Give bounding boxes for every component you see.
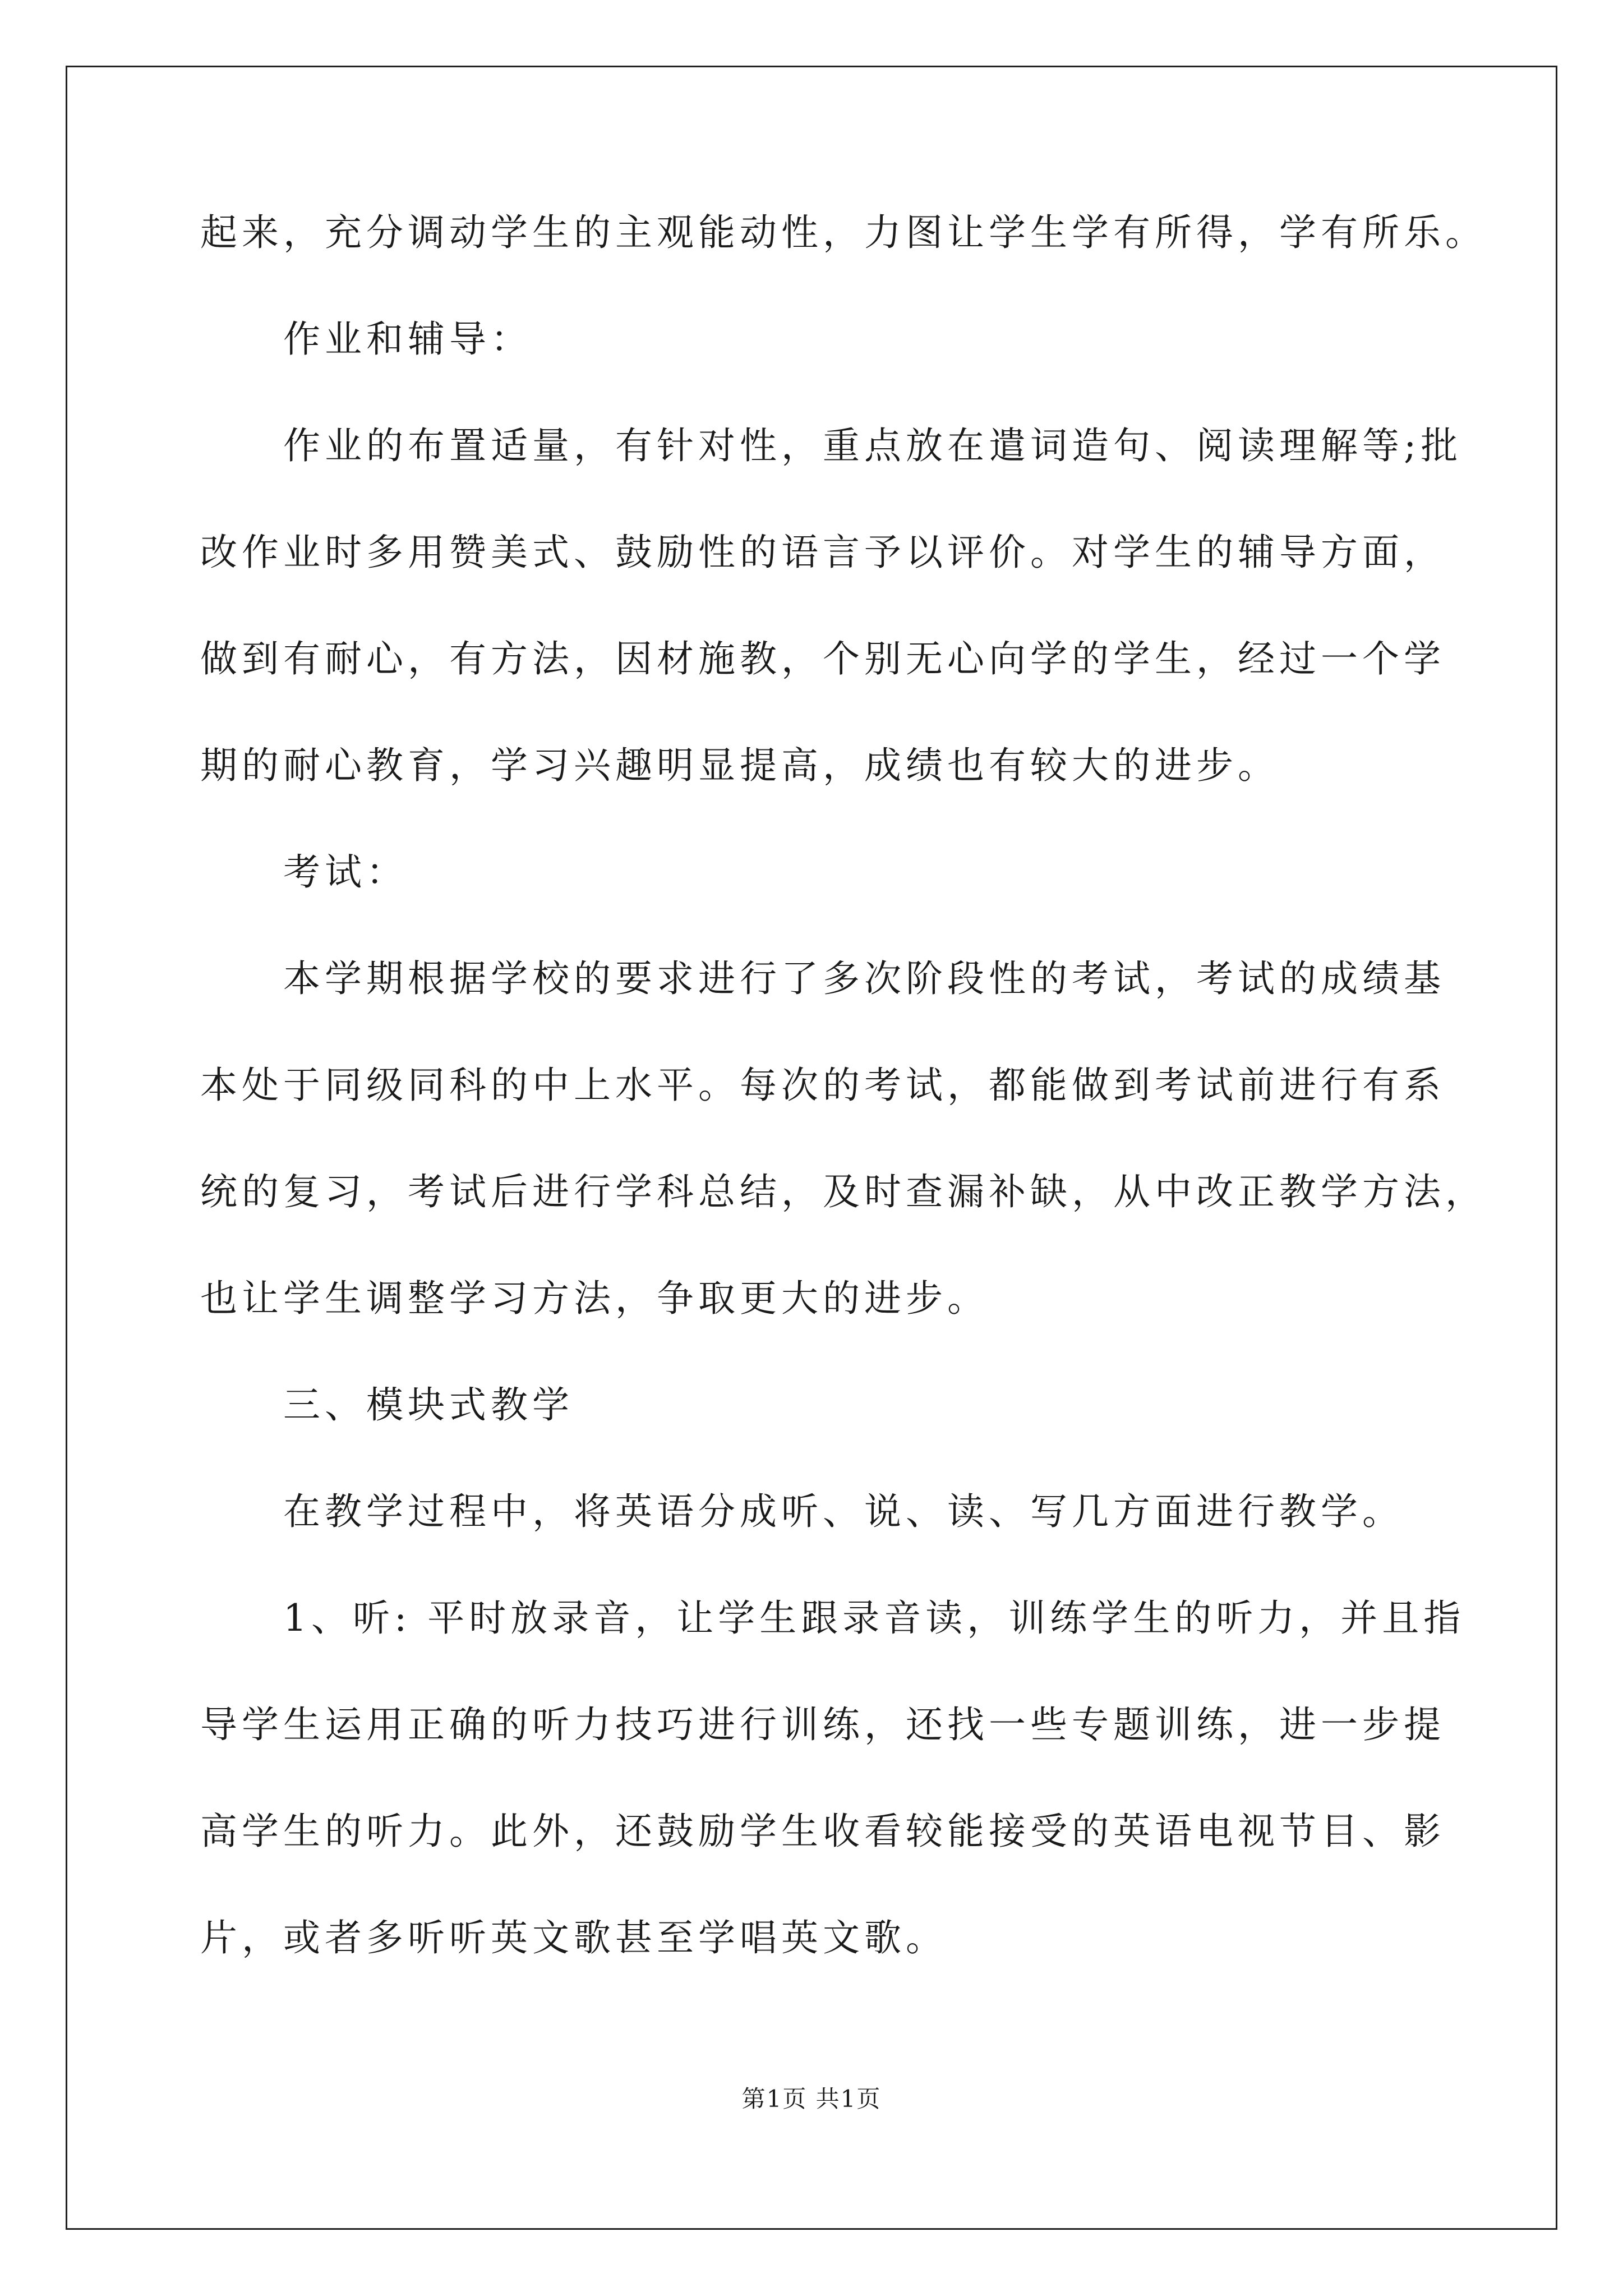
paragraph-line: 高学生的听力。此外，还鼓励学生收看较能接受的英语电视节目、影 — [200, 1810, 1445, 1853]
paragraph-line: 本学期根据学校的要求进行了多次阶段性的考试，考试的成绩基 — [283, 957, 1445, 1000]
paragraph-line: 也让学生调整学习方法，争取更大的进步。 — [200, 1277, 989, 1320]
paragraph-line: 改作业时多用赞美式、鼓励性的语言予以评价。对学生的辅导方面， — [200, 531, 1445, 574]
paragraph-line: 本处于同级同科的中上水平。每次的考试，都能做到考试前进行有系 — [200, 1064, 1445, 1107]
paragraph-line: 做到有耐心，有方法，因材施教，个别无心向学的学生，经过一个学 — [200, 637, 1445, 680]
page-border — [66, 66, 1557, 2230]
section-heading-homework: 作业和辅导： — [283, 318, 532, 361]
paragraph-line: 导学生运用正确的听力技巧进行训练，还找一些专题训练，进一步提 — [200, 1703, 1445, 1746]
section-heading-exam: 考试： — [283, 850, 408, 894]
paragraph-line: 作业的布置适量，有针对性，重点放在遣词造句、阅读理解等;批 — [283, 424, 1463, 467]
paragraph-line: 片，或者多听听英文歌甚至学唱英文歌。 — [200, 1916, 947, 1959]
paragraph-line: 统的复习，考试后进行学科总结，及时查漏补缺，从中改正教学方法， — [200, 1170, 1487, 1213]
section-heading-module-teaching: 三、模块式教学 — [283, 1383, 574, 1427]
paragraph-line: 起来，充分调动学生的主观能动性，力图让学生学有所得，学有所乐。 — [200, 211, 1487, 254]
paragraph-line: 在教学过程中，将英语分成听、说、读、写几方面进行教学。 — [283, 1490, 1404, 1533]
paragraph-line: 1、听: 平时放录音，让学生跟录音读，训练学生的听力，并且指 — [283, 1596, 1465, 1640]
page-number-footer: 第1页 共1页 — [741, 2085, 882, 2113]
paragraph-line: 期的耐心教育，学习兴趣明显提高，成绩也有较大的进步。 — [200, 744, 1279, 787]
